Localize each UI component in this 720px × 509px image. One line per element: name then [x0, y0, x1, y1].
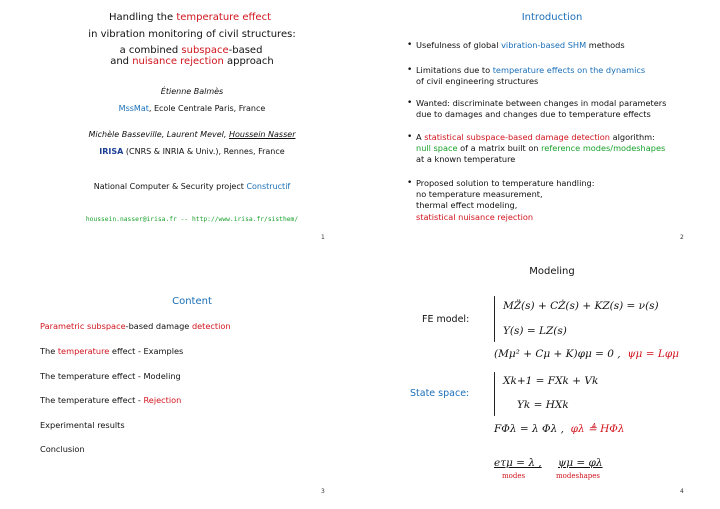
slide-4-title: Modeling [529, 266, 575, 277]
mode-relation-left: eτμ = λ , [494, 457, 542, 469]
authors-irisa: Michèle Basseville, Laurent Mevel, Houssein Nasser [88, 130, 296, 139]
page-number-3: 3 [321, 488, 325, 495]
state-space-label: State space: [410, 388, 470, 399]
content-item-6: Conclusion [40, 444, 85, 454]
page-number-2: 2 [680, 234, 684, 241]
content-item-1: Parametric subspace-based damage detection [40, 321, 231, 331]
slide-4 [360, 254, 720, 509]
contact-link[interactable]: houssein.nasser@irisa.fr -- http://www.irisa.fr/sisthem/ [85, 216, 299, 223]
content-item-5: Experimental results [40, 420, 125, 430]
title-line-1: Handling the temperature effect [109, 12, 271, 23]
page-number-1: 1 [321, 234, 325, 241]
content-item-3: The temperature effect - Modeling [40, 371, 181, 381]
bullet-solution: • Proposed solution to temperature handling: no temperature measurement, thermal effect modeling, statistical nuisance rejection [416, 178, 595, 223]
state-eigen-equation: FΦλ = λ Φλ , φλ ≜ HΦλ [494, 423, 625, 435]
page-number-4: 4 [680, 488, 684, 495]
bullet-algorithm: • A statistical subspace-based damage detection algorithm: null space of a matrix built on reference modes/modeshapes at a known temperature [416, 132, 665, 166]
author-balmes: Étienne Balmès [160, 87, 224, 96]
ss-equation-2: Yk = HXk [517, 399, 569, 411]
fe-model-label: FE model: [422, 314, 470, 325]
bullet-shm: • Usefulness of global vibration-based SHM methods [416, 40, 625, 51]
content-item-2: The temperature effect - Examples [40, 346, 184, 356]
bullet-limitations: • Limitations due to temperature effects on the dynamics of civil engineering structures [416, 65, 645, 87]
ss-equation-1: Xk+1 = FXk + Vk [503, 375, 599, 387]
ss-brace [494, 372, 495, 416]
title-line-4: and nuisance rejection approach [110, 56, 274, 67]
title-line-2: in vibration monitoring of civil structures: [88, 29, 296, 40]
label-modes: modes [502, 472, 526, 480]
mode-relation-right: ψμ = φλ [558, 457, 603, 469]
eigen-equation: (Mμ² + Cμ + K)φμ = 0 , ψμ = Lφμ [494, 348, 680, 360]
fe-brace [494, 296, 495, 342]
fe-equation-2: Y(s) = LZ(s) [503, 325, 567, 337]
affiliation-irisa: IRISA (CNRS & INRIA & Univ.), Rennes, France [99, 147, 285, 156]
project-line: National Computer & Security project Constructif [93, 182, 291, 191]
slide-1 [0, 0, 360, 254]
affiliation-mssmat: MssMat, Ecole Centrale Paris, France [118, 104, 266, 113]
slide-3 [0, 254, 360, 509]
fe-equation-1: MZ̈(s) + CŻ(s) + KZ(s) = ν(s) [503, 300, 659, 312]
title-line-3: a combined subspace-based [119, 45, 263, 56]
label-modeshapes: modeshapes [556, 472, 600, 480]
content-item-4: The temperature effect - Rejection [40, 395, 182, 405]
slide-2 [360, 0, 720, 254]
slide-3-title: Content [172, 296, 212, 307]
bullet-wanted: • Wanted: discriminate between changes in modal parameters due to damages and changes due to temperature effects [416, 98, 666, 120]
slide-2-title: Introduction [521, 12, 583, 23]
